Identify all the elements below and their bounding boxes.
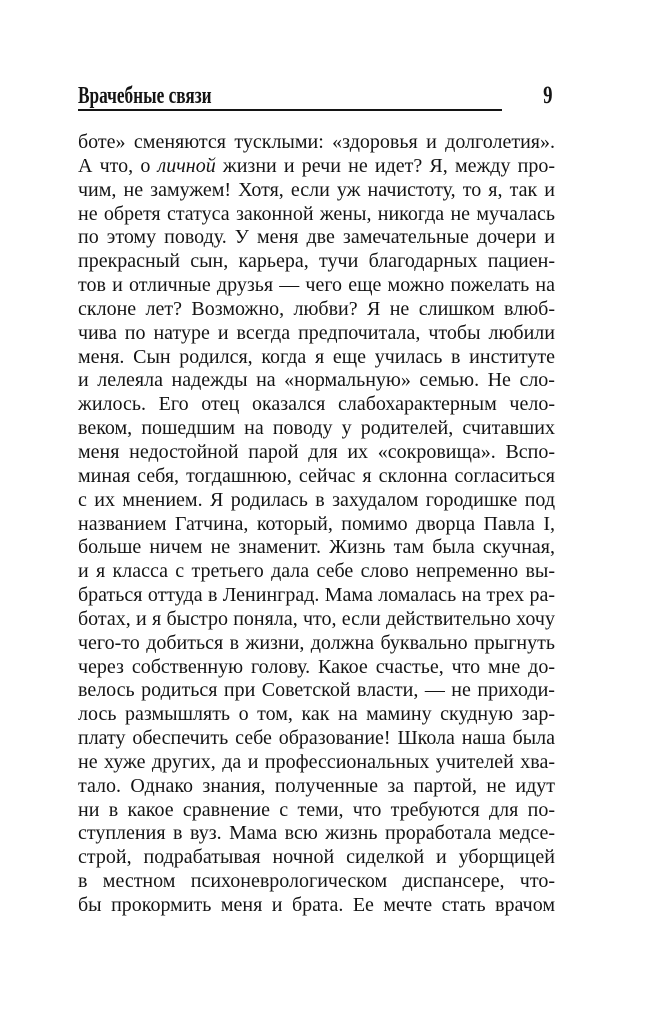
text-line: браться оттуда в Ленинград. Мама ломалась на трех ра- [78,584,556,607]
text-line: тало. Однако знания, полученные за партой, не идут [78,774,556,797]
text-line: ни в какое сравнение с теми, что требуются для по- [78,798,556,821]
text-line: с их мнением. Я родилась в захудалом городишке под [78,488,556,511]
text-line: лось размышлять о том, как на мамину скудную зар- [78,703,556,726]
text-line: и лелеяла надежды на «нормальную» семью. Не сло- [78,369,555,392]
text-line: А что, о личной жизни и речи не идет? Я, между про- [78,154,556,177]
text-line: велось родиться при Советской власти, — не приходи- [78,679,555,702]
text-line: плату обеспечить себе образование! Школа наша была [78,727,555,750]
text-line: прекрасный сын, карьера, тучи благодарных пациен- [78,250,556,273]
text-line: бы прокормить меня и брата. Ее мечте стать врачом [78,894,555,916]
text-line: меня недостойной парой для их «сокровища». Вспо- [78,440,556,463]
text-line: ботах, и я быстро поняла, что, если действительно хочу [78,607,555,630]
text-line: строй, подрабатывая ночной сиделкой и уборщицей [78,846,555,869]
text-line: через собственную голову. Какое счастье, что мне до- [78,655,555,678]
text-line: ступления в вуз. Мама всю жизнь проработала медсе- [78,822,555,845]
text-line: по этому поводу. У меня две замечательные дочери и [78,226,555,249]
header-rule [78,109,502,111]
text-line: меня. Сын родился, когда я еще училась в институте [78,345,555,368]
text-line: названием Гатчина, который, помимо дворца Павла I, [78,512,555,535]
chapter-title: Врачебные связи [78,83,212,109]
text-line: больше ничем не знаменит. Жизнь там была скучная, [78,536,555,559]
text-line: тов и отличные друзья — чего еще можно пожелать на [78,274,556,297]
text-line: не хуже других, да и профессиональных учителей хва- [78,750,555,773]
text-line: миная себя, тогдашнюю, сейчас я склонна согласиться [78,464,555,487]
text-line: веком, пошедшим на поводу у родителей, считавших [78,417,555,440]
page-number: 9 [542,82,552,109]
text-line: и я класса с третьего дала себе слово непременно вы- [78,560,556,583]
text-line: склоне лет? Возможно, любви? Я не слишком влюб- [78,297,555,320]
text-line: в местном психоневрологическом диспансере, что- [78,870,555,893]
page-text [78,131,555,918]
text-line: не обретя статуса законной жены, никогда не мучалась [78,202,555,225]
text-line: чего-то добиться в жизни, должна буквально прыгнуть [78,631,555,654]
text-line: чива по натуре и всегда предпочитала, чтобы любили [78,321,555,344]
text-line: боте» сменяются тусклыми: «здоровья и долголетия». [78,131,555,153]
text-line: чим, не замужем! Хотя, если уж начистоту, то я, так и [78,178,555,201]
text-line: жилось. Его отец оказался слабохарактерным чело- [78,393,555,416]
